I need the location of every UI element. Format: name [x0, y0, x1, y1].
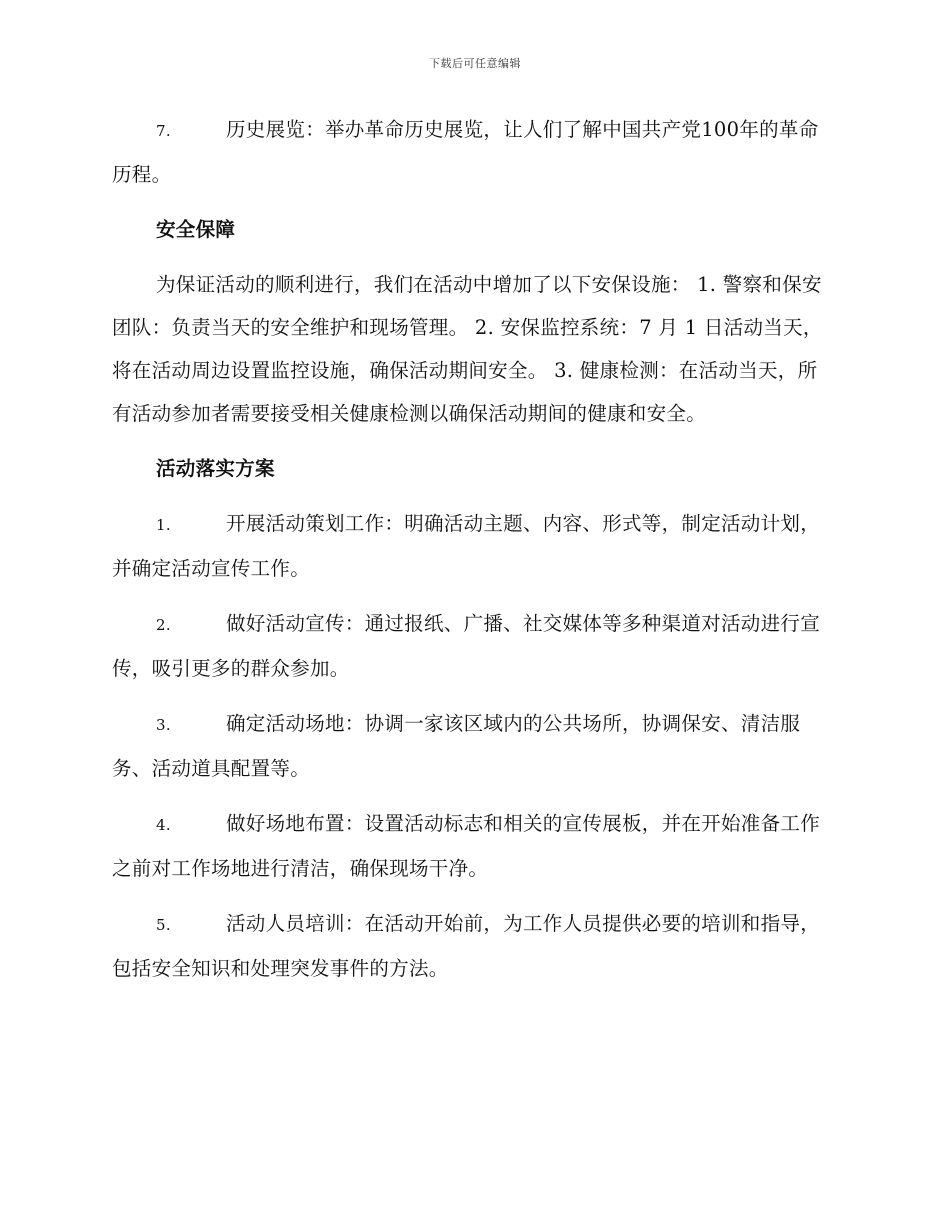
list-item-3 — [112, 702, 832, 790]
list-number: 3. — [156, 716, 171, 734]
list-item-text: 做好场地布置：设置活动标志和相关的宣传展板，并在开始准备工作之前对工作场地进行清洁，确保现场干净。 — [112, 812, 821, 880]
list-item-2 — [112, 602, 832, 690]
list-item-1 — [112, 502, 832, 590]
list-number: 7. — [156, 122, 171, 140]
section-heading-implementation: 活动落实方案 — [156, 457, 275, 480]
list-number: 1. — [156, 516, 171, 534]
list-item-7 — [112, 108, 832, 196]
list-item-text: 活动人员培训：在活动开始前，为工作人员提供必要的培训和指导，包括安全知识和处理突发事件的方法。 — [112, 912, 821, 980]
page-header: 下载后可任意编辑 — [429, 57, 521, 70]
list-number: 4. — [156, 816, 171, 834]
list-item-text: 开展活动策划工作：明确活动主题、内容、形式等，制定活动计划，并确定活动宣传工作。 — [112, 512, 821, 580]
list-item-text: 历史展览：举办革命历史展览，让人们了解中国共产党100年的革命历程。 — [112, 118, 819, 186]
section-heading-safety: 安全保障 — [156, 218, 236, 241]
document-body — [112, 108, 832, 1002]
list-item-text: 确定活动场地：协调一家该区域内的公共场所，协调保安、清洁服务、活动道具配置等。 — [112, 712, 801, 780]
safety-paragraph: 为保证活动的顺利进行，我们在活动中增加了以下安保设施： 1. 警察和保安团队：负责当天的安全维护和现场管理。 2. 安保监控系统：7 月 1 日活动当天，将在活动周边设置监控设施，确保活动期间安全。 3. 健康检测：在活动当天，所有活动参加者需要接受相关健康检测以确保活动期间的健康和安全。 — [112, 273, 823, 425]
list-number: 5. — [156, 916, 171, 934]
list-item-4 — [112, 802, 832, 890]
list-item-5 — [112, 902, 832, 990]
list-number: 2. — [156, 616, 171, 634]
list-item-text: 做好活动宣传：通过报纸、广播、社交媒体等多种渠道对活动进行宣传，吸引更多的群众参加。 — [112, 612, 821, 680]
